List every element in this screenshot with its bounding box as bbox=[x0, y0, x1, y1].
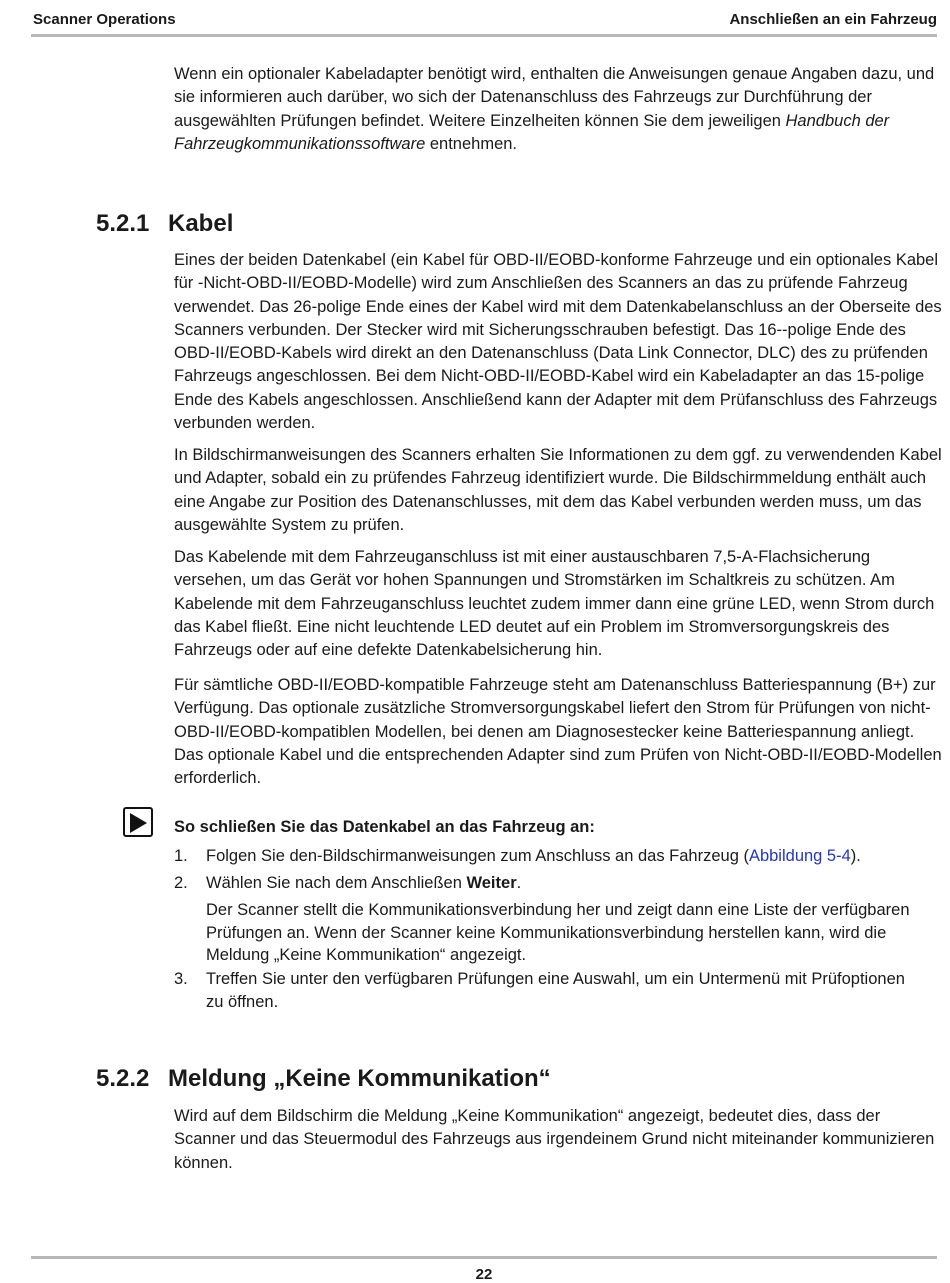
step-note: Der Scanner stellt die Kommunikationsverbindung her und zeigt dann eine Liste der verfügbaren Prüfungen an. Wenn der Scanner keine Kommunikationsverbindung herstellen kann, wird die Meldung „Keine Kommunikation“ angezeigt. bbox=[206, 901, 910, 964]
step-text bbox=[206, 845, 926, 868]
section-title: Kabel bbox=[168, 210, 234, 237]
step-text: Treffen Sie unter den verfügbaren Prüfungen eine Auswahl, um ein Untermenü mit Prüfoptionen zu öffnen. bbox=[206, 970, 905, 1011]
step-number: 3. bbox=[174, 970, 188, 988]
figure-link[interactable]: Abbildung 5-4 bbox=[748, 847, 851, 865]
body-paragraph: Wird auf dem Bildschirm die Meldung „Keine Kommunikation“ angezeigt, bedeutet dies, dass der Scanner und das Steuermodul des Fahrzeugs aus irgendeinem Grund nicht miteinander kommunizieren können. bbox=[174, 1107, 935, 1172]
header-chapter-title: Anschließen an ein Fahrzeug bbox=[729, 11, 937, 28]
step-text-start: Wählen Sie nach dem Anschließen bbox=[206, 874, 467, 892]
section-heading-keine-kommunikation bbox=[96, 1065, 551, 1093]
header-divider bbox=[31, 34, 937, 37]
intro-text: Wenn ein optionaler Kabeladapter benötigt wird, enthalten die Anweisungen genaue Angaben dazu, und sie informieren auch darüber, wo sich der Datenanschluss des Fahrzeugs zur Durchführung der ausgewählten Prüfungen befindet. Weitere Einzelheiten können Sie dem jeweiligen bbox=[174, 65, 935, 130]
header-section-title: Scanner Operations bbox=[33, 11, 176, 28]
intro-text-end: entnehmen. bbox=[425, 134, 518, 153]
body-paragraph: In Bildschirmanweisungen des Scanners erhalten Sie Informationen zu dem ggf. zu verwendenden Kabel und Adapter, sobald ein zu prüfendes Fahrzeug identifiziert wurde. Die Bildschirmmeldung enthält auch eine Angabe zur Position des Datenanschlusses, mit dem das Kabel verbunden werden muss, um das ausgewählte System zu prüfen. bbox=[174, 446, 942, 534]
step-number: 2. bbox=[174, 874, 188, 892]
page-number: 22 bbox=[475, 1266, 493, 1283]
procedure-title: So schließen Sie das Datenkabel an das Fahrzeug an: bbox=[174, 818, 595, 836]
body-paragraph: Für sämtliche OBD-II/EOBD-kompatible Fahrzeuge steht am Datenanschluss Batteriespannung (B+) zur Verfügung. Das optionale zusätzliche Stromversorgungskabel liefert den Strom für Prüfungen von nicht-OBD-II/EOBD-kompatiblen Modellen, bei denen am Diagnosestecker keine Batteriespannung anliegt. Das optionale Kabel und die entsprechenden Adapter sind zum Prüfen von Nicht-OBD-II/EOBD-Modellen erforderlich. bbox=[174, 676, 942, 788]
section-number: 5.2.1 bbox=[96, 210, 150, 237]
page-header bbox=[31, 9, 937, 35]
weiter-label: Weiter bbox=[466, 874, 517, 892]
intro-paragraph bbox=[174, 63, 944, 156]
step-text-end: . bbox=[516, 874, 522, 892]
section-number: 5.2.2 bbox=[96, 1065, 150, 1092]
section-title: Meldung „Keine Kommunikation“ bbox=[168, 1065, 551, 1092]
footer-divider bbox=[31, 1256, 937, 1259]
step-text-start: Folgen Sie den-Bildschirmanweisungen zum Anschluss an das Fahrzeug ( bbox=[206, 847, 749, 865]
body-paragraph: Eines der beiden Datenkabel (ein Kabel für OBD-II/EOBD-konforme Fahrzeuge und ein optionales Kabel für -Nicht-OBD-II/EOBD-Modelle) wird zum Anschließen des Scanners an das zu prüfende Fahrzeug verwendet. Das 26-polige Ende eines der Kabel wird mit dem Datenkabelanschluss an der Oberseite des Scanners verbunden. Der Stecker wird mit Sicherungsschrauben befestigt. Das 16--polige Ende des OBD-II/EOBD-Kabels wird direkt an den Datenanschluss (Data Link Connector, DLC) des zu prüfenden Fahrzeugs angeschlossen. Bei dem Nicht-OBD-II/EOBD-Kabel wird ein Kabeladapter an das 15-polige Ende des Kabels angeschlossen. Anschließend kann der Adapter mit dem Prüfanschluss des Fahrzeugs verbunden werden. bbox=[174, 251, 942, 433]
section-heading-kabel bbox=[96, 210, 233, 238]
play-arrow-icon bbox=[123, 807, 153, 837]
manual-title: Handbuch der Fahrzeugkommunikationssoftware bbox=[174, 111, 890, 153]
step-text bbox=[206, 872, 926, 895]
step-text-end: ). bbox=[850, 847, 861, 865]
body-paragraph: Das Kabelende mit dem Fahrzeuganschluss ist mit einer austauschbaren 7,5-A-Flachsicherung versehen, um das Gerät vor hohen Spannungen und Stromstärken im Schaltkreis zu schützen. Am Kabelende mit dem Fahrzeuganschluss leuchtet zudem immer dann eine grüne LED, wenn Strom durch das Kabel fließt. Eine nicht leuchtende LED deutet auf ein Problem im Stromversorgungskreis des Fahrzeugs oder auf eine defekte Datenkabelsicherung hin. bbox=[174, 548, 935, 660]
step-number: 1. bbox=[174, 847, 188, 865]
